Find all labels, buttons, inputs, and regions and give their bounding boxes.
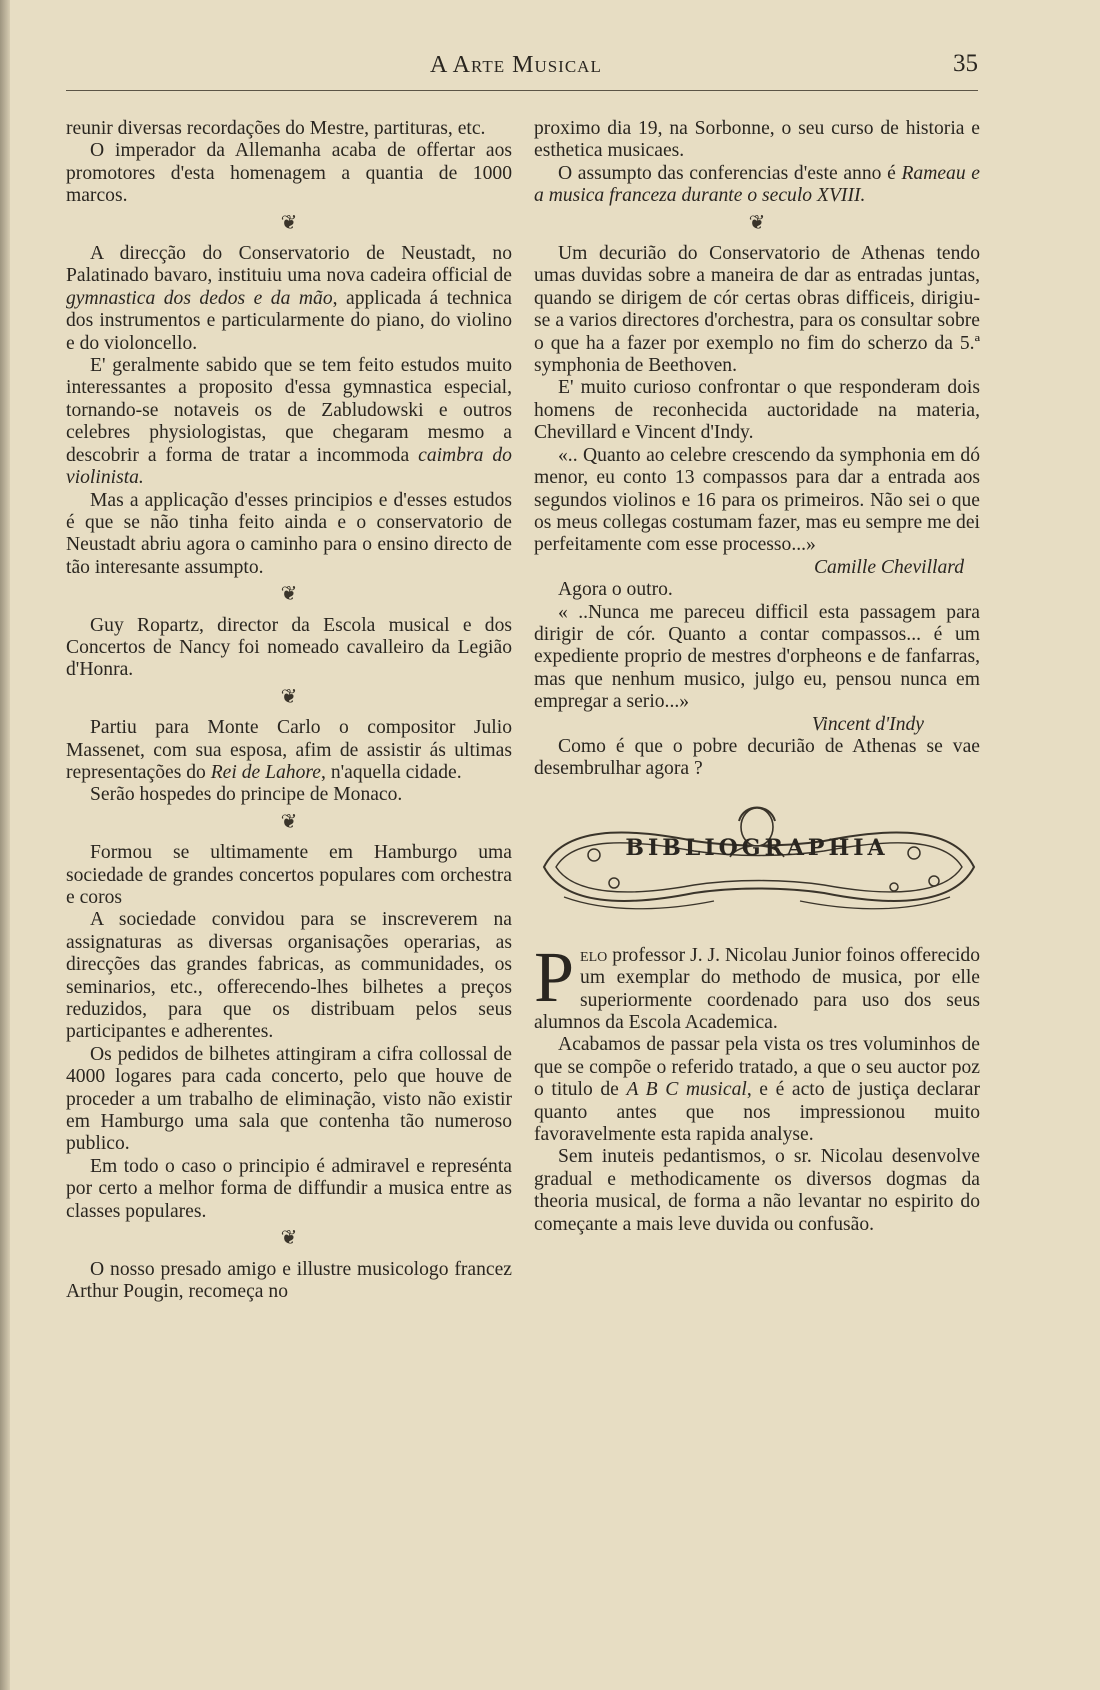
fleuron-ornament-icon: ❦ bbox=[280, 211, 298, 234]
paragraph: Sem inuteis pedantismos, o sr. Nicolau desenvolve gradual e methodicamente os diversos dogmas da theoria musical, de forma a não levantar no espirito do começante a mais leve duvida ou confusão. bbox=[534, 1146, 980, 1235]
bibliographia-banner bbox=[534, 797, 980, 919]
paragraph: Como é que o pobre decurião de Athenas se vae desembrulhar agora ? bbox=[534, 735, 980, 780]
quotation: « ..Nunca me pareceu difficil esta passagem para dirigir de cór. Quanto a contar compassos... é um expediente proprio de mestres d'orpheons e de fanfarras, mas que nenhum musico, julgo eu, pensou nunca em empregar a serio...» bbox=[534, 601, 980, 713]
drop-cap: P bbox=[534, 936, 575, 1017]
page-number: 35 bbox=[953, 50, 978, 77]
running-title: A Arte Musical bbox=[430, 52, 602, 78]
page-binding-edge bbox=[0, 0, 10, 1690]
paragraph: O nosso presado amigo e illustre musicologo francez Arthur Pougin, recomeça no bbox=[66, 1258, 512, 1302]
signature-chevillard: Camille Chevillard bbox=[813, 556, 964, 578]
paragraph: Mas a applicação d'esses principios e d'esses estudos é que se não tinha feito ainda e o conservatorio de Neustadt abriu agora o caminho para o ensino directo de tão interesante assumpto. bbox=[66, 489, 512, 578]
paragraph: proximo dia 19, na Sorbonne, o seu curso de historia e esthetica musicaes. bbox=[534, 118, 980, 162]
paragraph: reunir diversas recordações do Mestre, partituras, etc. bbox=[66, 118, 486, 139]
right-column bbox=[534, 118, 980, 1236]
paragraph: E' geralmente sabido que se tem feito estudos muito interessantes a proposito d'essa gymnastica especial, tornando-se notaveis os de Zabludowski e outros celebres physiologistas, que chegaram mesmo a descobrir a forma de tratar a incommoda caimbra do violinista. bbox=[66, 355, 512, 489]
paragraph: E' muito curioso confrontar o que responderam dois homens de reconhecida auctoridade na materia, Chevillard e Vincent d'Indy. bbox=[534, 377, 980, 444]
paragraph: Formou se ultimamente em Hamburgo uma sociedade de grandes concertos populares com orchestra e coros bbox=[66, 842, 512, 908]
fleuron-ornament-icon: ❦ bbox=[748, 211, 766, 234]
fleuron-ornament-icon: ❦ bbox=[280, 1227, 298, 1250]
fleuron-ornament-icon: ❦ bbox=[280, 685, 298, 708]
paragraph: Acabamos de passar pela vista os tres voluminhos de que se compõe o referido tratado, a que o seu auctor poz o titulo de A B C musical, e é acto de justiça declarar quanto antes que nos impressionou muito favoravelmente esta rapida analyse. bbox=[534, 1034, 980, 1146]
paragraph: Serão hospedes do principe de Monaco. bbox=[90, 784, 403, 806]
paragraph: Agora o outro. bbox=[558, 579, 673, 601]
signature-dindy: Vincent d'Indy bbox=[811, 713, 924, 735]
header-rule bbox=[66, 90, 978, 91]
paragraph: A sociedade convidou para se inscreverem na assignaturas as diversas organisações operarias, as direcções das grandes fabricas, as communidades, os seminarios, etc., offerecendo-lhes bilhetes a preços reduzidos, para que os distribuam pelos seus participantes e adherentes. bbox=[66, 909, 512, 1043]
paragraph: O assumpto das conferencias d'este anno é Rameau e a musica franceza durante o seculo XVIII. bbox=[534, 162, 980, 207]
paragraph: Em todo o caso o principio é admiravel e represénta por certo a melhor forma de diffundir a musica entre as classes populares. bbox=[66, 1155, 512, 1222]
paragraph: O imperador da Allemanha acaba de offertar aos promotores d'esta homenagem a quantia de 1000 marcos. bbox=[66, 140, 512, 207]
paragraph: Guy Ropartz, director da Escola musical e dos Concertos de Nancy foi nomeado cavalleiro da Legião d'Honra. bbox=[66, 614, 512, 681]
paragraph: Os pedidos de bilhetes attingiram a cifra collossal de 4000 logares para cada concerto, pelo que houve de proceder a um trabalho de eliminação, visto não existir em Hamburgo uma sala que contenha tão numeroso publico. bbox=[66, 1043, 512, 1155]
paragraph: A direcção do Conservatorio de Neustadt, no Palatinado bavaro, instituiu uma nova cadeira official de gymnastica dos dedos e da mão, applicada á technica dos instrumentos e particularmente do piano, do violino e do violoncello. bbox=[66, 243, 512, 354]
fleuron-ornament-icon: ❦ bbox=[280, 583, 298, 606]
fleuron-ornament-icon: ❦ bbox=[280, 810, 298, 833]
quotation: «.. Quanto ao celebre crescendo da symphonia em dó menor, eu conto 13 compassos para dar a entrada aos segundos violinos e 16 para os primeiros. Não sei o que os meus collegas costumam fazer, mas eu sempre me dei perfeitamente com esse processo...» bbox=[534, 444, 980, 556]
paragraph: Partiu para Monte Carlo o compositor Julio Massenet, com sua esposa, afim de assistir ás ultimas representações do Rei de Lahore, n'aquella cidade. bbox=[66, 717, 512, 783]
left-column bbox=[66, 118, 512, 1303]
paragraph: Pelo professor J. J. Nicolau Junior foinos offerecido um exemplar do methodo de musica, por elle superiormente coordenado para uso dos seus alumnos da Escola Academica. bbox=[534, 936, 980, 1033]
banner-title: BIBLIOGRAPHIA bbox=[625, 834, 889, 861]
paragraph: Um decurião do Conservatorio de Athenas tendo umas duvidas sobre a maneira de dar as entradas juntas, quando se dirigem de cór certas obras difficeis, dirigiu-se a varios directores d'orchestra, para os consultar sobre o que ha a fazer por exemplo no fim do scherzo da 5.ª symphonia de Beethoven. bbox=[534, 243, 980, 377]
